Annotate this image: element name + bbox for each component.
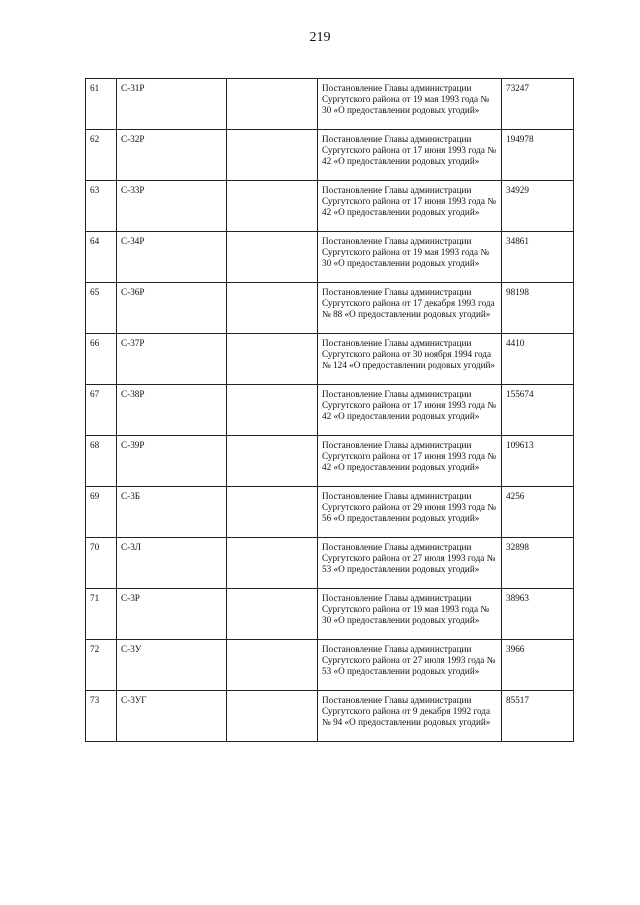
table-row bbox=[86, 436, 574, 487]
empty-cell bbox=[227, 130, 318, 181]
empty-cell bbox=[227, 181, 318, 232]
table-row bbox=[86, 538, 574, 589]
empty-cell bbox=[227, 589, 318, 640]
document-cell: Постановление Главы администрации Сургутского района от 27 июля 1993 года № 53 «О предоставлении родовых угодий» bbox=[318, 640, 502, 691]
parcel-code-cell: С-33Р bbox=[117, 181, 227, 232]
parcel-code-cell: С-39Р bbox=[117, 436, 227, 487]
document-cell: Постановление Главы администрации Сургутского района от 19 мая 1993 года № 30 «О предоставлении родовых угодий» bbox=[318, 589, 502, 640]
area-cell: 4410 bbox=[502, 334, 574, 385]
parcel-code-cell: С-38Р bbox=[117, 385, 227, 436]
parcel-code-cell: С-31Р bbox=[117, 79, 227, 130]
row-number-cell: 67 bbox=[86, 385, 117, 436]
area-cell: 73247 bbox=[502, 79, 574, 130]
area-cell: 4256 bbox=[502, 487, 574, 538]
row-number-cell: 68 bbox=[86, 436, 117, 487]
document-cell: Постановление Главы администрации Сургутского района от 17 декабря 1993 года № 88 «О предоставлении родовых угодий» bbox=[318, 283, 502, 334]
document-cell: Постановление Главы администрации Сургутского района от 19 мая 1993 года № 30 «О предоставлении родовых угодий» bbox=[318, 232, 502, 283]
table-row bbox=[86, 589, 574, 640]
document-cell: Постановление Главы администрации Сургутского района от 17 июня 1993 года № 42 «О предоставлении родовых угодий» bbox=[318, 181, 502, 232]
area-cell: 32898 bbox=[502, 538, 574, 589]
area-cell: 85517 bbox=[502, 691, 574, 742]
row-number-cell: 62 bbox=[86, 130, 117, 181]
empty-cell bbox=[227, 640, 318, 691]
parcel-code-cell: С-3УГ bbox=[117, 691, 227, 742]
area-cell: 34861 bbox=[502, 232, 574, 283]
row-number-cell: 69 bbox=[86, 487, 117, 538]
row-number-cell: 72 bbox=[86, 640, 117, 691]
parcel-code-cell: С-3У bbox=[117, 640, 227, 691]
page-number: 219 bbox=[309, 30, 331, 45]
row-number-cell: 61 bbox=[86, 79, 117, 130]
document-cell: Постановление Главы администрации Сургутского района от 30 ноября 1994 года № 124 «О предоставлении родовых угодий» bbox=[318, 334, 502, 385]
document-cell: Постановление Главы администрации Сургутского района от 29 июня 1993 года № 56 «О предоставлении родовых угодий» bbox=[318, 487, 502, 538]
area-cell: 3966 bbox=[502, 640, 574, 691]
table-row bbox=[86, 283, 574, 334]
row-number-cell: 65 bbox=[86, 283, 117, 334]
parcel-code-cell: С-37Р bbox=[117, 334, 227, 385]
document-cell: Постановление Главы администрации Сургутского района от 9 декабря 1992 года № 94 «О предоставлении родовых угодий» bbox=[318, 691, 502, 742]
row-number-cell: 73 bbox=[86, 691, 117, 742]
registry-table-body bbox=[86, 79, 574, 742]
document-cell: Постановление Главы администрации Сургутского района от 27 июля 1993 года № 53 «О предоставлении родовых угодий» bbox=[318, 538, 502, 589]
row-number-cell: 71 bbox=[86, 589, 117, 640]
area-cell: 34929 bbox=[502, 181, 574, 232]
row-number-cell: 63 bbox=[86, 181, 117, 232]
area-cell: 109613 bbox=[502, 436, 574, 487]
parcel-code-cell: С-3Л bbox=[117, 538, 227, 589]
empty-cell bbox=[227, 538, 318, 589]
table-row bbox=[86, 385, 574, 436]
row-number-cell: 64 bbox=[86, 232, 117, 283]
table-row bbox=[86, 79, 574, 130]
parcel-code-cell: С-32Р bbox=[117, 130, 227, 181]
empty-cell bbox=[227, 334, 318, 385]
table-row bbox=[86, 691, 574, 742]
area-cell: 38963 bbox=[502, 589, 574, 640]
empty-cell bbox=[227, 691, 318, 742]
table-row bbox=[86, 640, 574, 691]
empty-cell bbox=[227, 385, 318, 436]
empty-cell bbox=[227, 79, 318, 130]
document-cell: Постановление Главы администрации Сургутского района от 17 июня 1993 года № 42 «О предоставлении родовых угодий» bbox=[318, 385, 502, 436]
table-row bbox=[86, 487, 574, 538]
area-cell: 155674 bbox=[502, 385, 574, 436]
area-cell: 98198 bbox=[502, 283, 574, 334]
parcel-code-cell: С-34Р bbox=[117, 232, 227, 283]
parcel-code-cell: С-3Р bbox=[117, 589, 227, 640]
table-row bbox=[86, 232, 574, 283]
registry-table bbox=[85, 78, 574, 742]
document-cell: Постановление Главы администрации Сургутского района от 17 июня 1993 года № 42 «О предоставлении родовых угодий» bbox=[318, 436, 502, 487]
area-cell: 194978 bbox=[502, 130, 574, 181]
parcel-code-cell: С-3Б bbox=[117, 487, 227, 538]
empty-cell bbox=[227, 232, 318, 283]
parcel-code-cell: С-36Р bbox=[117, 283, 227, 334]
table-row bbox=[86, 334, 574, 385]
table-row bbox=[86, 130, 574, 181]
document-cell: Постановление Главы администрации Сургутского района от 19 мая 1993 года № 30 «О предоставлении родовых угодий» bbox=[318, 79, 502, 130]
empty-cell bbox=[227, 283, 318, 334]
row-number-cell: 66 bbox=[86, 334, 117, 385]
empty-cell bbox=[227, 487, 318, 538]
row-number-cell: 70 bbox=[86, 538, 117, 589]
document-cell: Постановление Главы администрации Сургутского района от 17 июня 1993 года № 42 «О предоставлении родовых угодий» bbox=[318, 130, 502, 181]
table-row bbox=[86, 181, 574, 232]
empty-cell bbox=[227, 436, 318, 487]
